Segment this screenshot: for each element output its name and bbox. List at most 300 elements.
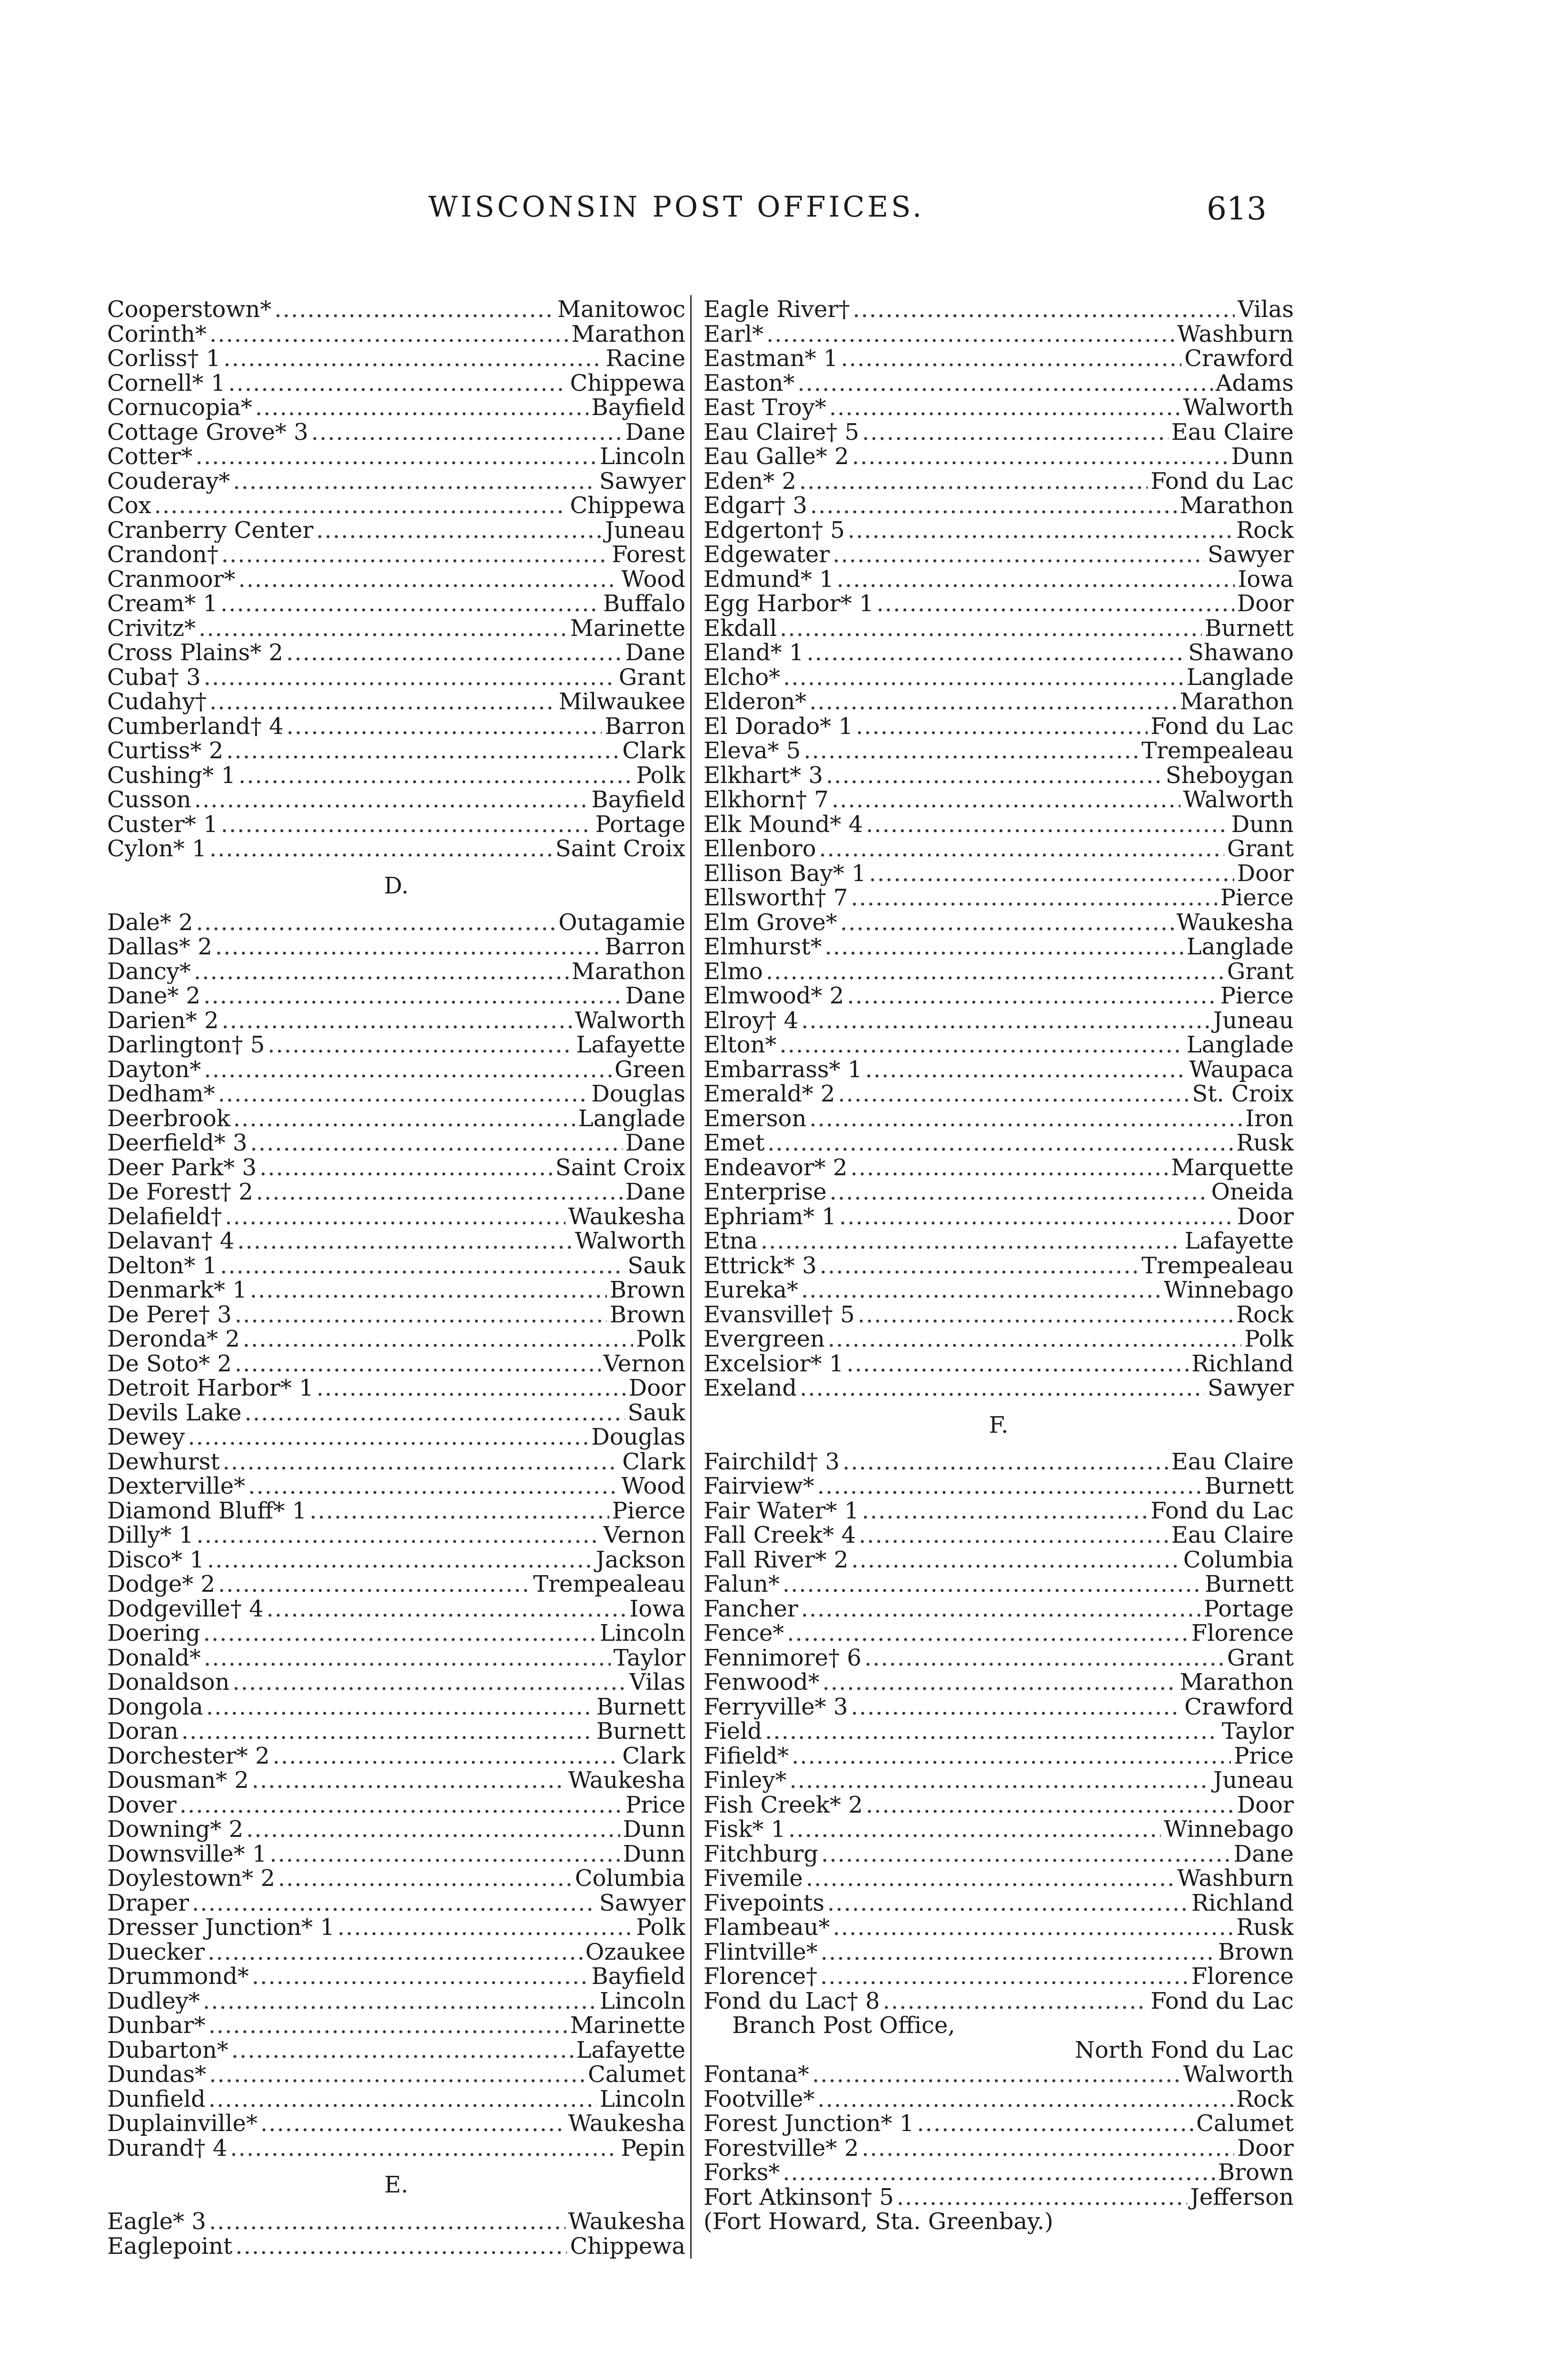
post-office-name: Cranberry Center [107, 518, 314, 543]
county-name: Saint Croix [555, 1155, 685, 1180]
dot-leader [250, 1131, 623, 1156]
post-office-entry [107, 1352, 685, 1377]
section-heading-f: F. [989, 1411, 1009, 1438]
dot-leader [840, 911, 1174, 935]
dot-leader [192, 1891, 596, 1916]
dot-leader [856, 714, 1148, 739]
dot-leader [209, 2210, 565, 2234]
county-name: Green [614, 1057, 685, 1082]
county-name: Fond du Lac [1150, 714, 1294, 739]
dot-leader [278, 1866, 572, 1891]
post-office-entry [107, 420, 685, 445]
county-name: Lincoln [599, 445, 685, 469]
post-office-name: Emerson [704, 1106, 807, 1131]
post-office-entry [107, 347, 685, 371]
county-name: Brown [609, 1302, 685, 1327]
post-office-name: Delafield† [107, 1204, 222, 1229]
post-office-name: Etna [704, 1229, 758, 1254]
post-office-entry [704, 1131, 1294, 1156]
dot-leader [208, 2013, 567, 2038]
post-office-name: Finley* [704, 1768, 787, 1793]
e-entries-list [704, 298, 1294, 1401]
county-name: Marinette [570, 616, 685, 641]
post-office-entry [704, 960, 1294, 984]
dot-leader [206, 1695, 594, 1720]
dot-leader [231, 2038, 574, 2063]
county-name: Brown [1218, 1940, 1294, 1964]
dot-leader [820, 1254, 1139, 1279]
county-name: Marathon [571, 322, 685, 347]
post-office-name: Deronda* 2 [107, 1327, 240, 1352]
post-office-entry [107, 1842, 685, 1867]
post-office-name: Evergreen [704, 1327, 825, 1352]
dot-leader [877, 592, 1234, 616]
post-office-name: Dorchester* 2 [107, 1744, 270, 1768]
e-entries-list [107, 2210, 685, 2259]
county-name: Door [628, 1376, 685, 1401]
dot-leader [837, 567, 1235, 592]
county-name: Rock [1236, 1302, 1294, 1327]
county-name: Burnett [596, 1695, 685, 1719]
post-office-name: Forks* [704, 2161, 780, 2185]
county-name: Door [1237, 1204, 1294, 1229]
dot-leader [209, 690, 556, 714]
dot-leader [222, 1009, 572, 1033]
dot-leader [809, 1107, 1242, 1131]
post-office-entry [107, 1156, 685, 1180]
dot-leader [252, 1768, 565, 1793]
post-office-entry [107, 469, 685, 494]
post-office-entry [704, 1229, 1294, 1254]
county-name: Calumet [1196, 2112, 1294, 2136]
post-office-name: Fontana* [704, 2063, 809, 2087]
post-office-entry [704, 1670, 1294, 1695]
post-office-entry [704, 420, 1294, 445]
dot-leader [267, 1597, 627, 1622]
post-office-name: Ephriam* 1 [704, 1204, 836, 1229]
post-office-name: Elton* [704, 1033, 777, 1058]
county-name: Richland [1191, 1351, 1294, 1376]
post-office-name: De Soto* 2 [107, 1351, 232, 1376]
post-office-entry [107, 1793, 685, 1818]
county-name: Oneida [1211, 1180, 1294, 1205]
post-office-entry [704, 862, 1294, 886]
county-name: Langlade [1186, 1033, 1294, 1058]
county-name: Columbia [1183, 1547, 1294, 1572]
post-office-name: Dale* 2 [107, 910, 193, 935]
c-entries-list [107, 298, 685, 862]
post-office-entry [704, 665, 1294, 690]
post-office-name: Dexterville* [107, 1474, 246, 1499]
post-office-name: Crandon† [107, 543, 218, 567]
post-office-name: Dudley* [107, 1989, 200, 2013]
post-office-entry [704, 1082, 1294, 1107]
county-name: Clark [622, 1449, 685, 1474]
dot-leader [218, 1572, 530, 1597]
post-office-name: Fond du Lac† 8 [704, 1989, 880, 2013]
post-office-entry [107, 1229, 685, 1254]
county-name: Milwaukee [558, 690, 685, 714]
post-office-entry [704, 1719, 1294, 1744]
dot-leader [851, 1548, 1180, 1573]
dot-leader [208, 1940, 583, 1965]
post-office-name: Elmhurst* [704, 935, 822, 960]
post-office-name: Footville* [704, 2087, 815, 2112]
d-entries-list [107, 911, 685, 2161]
post-office-entry [107, 1254, 685, 1279]
county-name: Portage [1203, 1597, 1294, 1621]
post-office-name: Doran [107, 1719, 178, 1744]
post-office-entry [107, 1376, 685, 1401]
post-office-name: Dousman* 2 [107, 1768, 249, 1793]
dot-leader [179, 1793, 623, 1818]
post-office-entry [704, 2185, 1294, 2210]
post-office-entry [107, 518, 685, 543]
dot-leader [858, 1303, 1233, 1328]
dot-leader [780, 616, 1202, 641]
post-office-entry [704, 1768, 1294, 1793]
post-office-name: De Pere† 3 [107, 1302, 232, 1327]
post-office-name: Eagle* 3 [107, 2210, 206, 2234]
post-office-name: Cotter* [107, 445, 193, 469]
dot-leader [761, 1229, 1182, 1254]
county-name: Polk [1244, 1327, 1294, 1352]
dot-leader [181, 1719, 594, 1744]
county-name: Brown [609, 1278, 685, 1303]
post-office-name: Eland* 1 [704, 641, 804, 665]
post-office-name: Elk Mound* 4 [704, 812, 863, 837]
dot-leader [838, 1082, 1189, 1107]
dot-leader [832, 543, 1205, 567]
county-name: Sawyer [1207, 1376, 1294, 1401]
county-name: Eau Claire [1171, 1523, 1294, 1548]
post-office-entry [107, 2112, 685, 2136]
county-name: Waukesha [568, 2210, 685, 2234]
post-office-name: Doering [107, 1621, 200, 1646]
dot-leader [196, 445, 597, 469]
post-office-entry [704, 2112, 1294, 2136]
post-office-entry [704, 788, 1294, 813]
county-name: Eau Claire [1171, 1449, 1294, 1474]
post-office-name: Cottage Grove* 3 [107, 420, 308, 445]
dot-leader [865, 1058, 1186, 1082]
county-name: Door [1237, 1793, 1294, 1817]
county-name: Walworth [575, 1229, 685, 1254]
post-office-entry [107, 1499, 685, 1524]
post-office-entry [107, 1768, 685, 1793]
dot-leader [852, 445, 1229, 469]
county-name: Walworth [1183, 396, 1294, 420]
post-office-name: Cornell* 1 [107, 371, 226, 396]
post-office-name: Cuba† 3 [107, 665, 201, 690]
dot-leader [274, 298, 554, 322]
post-office-entry [704, 690, 1294, 714]
column-divider [690, 295, 692, 2259]
county-name: Burnett [1204, 1572, 1294, 1597]
county-name: Clark [622, 1744, 685, 1768]
county-name: Washburn [1177, 1866, 1294, 1891]
post-office-entry [107, 567, 685, 592]
post-office-entry [704, 298, 1294, 322]
f-entries-list [704, 1450, 1294, 2014]
post-office-name: Eastman* 1 [704, 347, 838, 371]
post-office-name: Eleva* 5 [704, 739, 801, 764]
post-office-entry [704, 1254, 1294, 1279]
f-entries-list-continued [704, 2063, 1294, 2210]
post-office-entry [704, 1278, 1294, 1303]
post-office-name: Donaldson [107, 1670, 230, 1695]
county-name: Waukesha [1176, 910, 1294, 935]
post-office-entry [107, 1891, 685, 1916]
county-name: Walworth [1183, 788, 1294, 813]
dot-leader [268, 1033, 573, 1058]
post-office-entry [107, 665, 685, 690]
post-office-entry [107, 2210, 685, 2234]
post-office-name: Elmo [704, 959, 763, 984]
post-office-entry [704, 543, 1294, 567]
post-office-entry [704, 518, 1294, 543]
post-office-entry [704, 714, 1294, 739]
county-name: Wood [621, 567, 685, 592]
dot-leader [801, 1009, 1210, 1033]
county-name: Dane [625, 641, 685, 665]
county-name: Vernon [603, 1351, 685, 1376]
post-office-entry [107, 1180, 685, 1205]
county-name: Grant [1227, 837, 1294, 862]
dot-leader [842, 1450, 1169, 1475]
county-name: Sauk [627, 1253, 685, 1278]
dot-leader [852, 298, 1235, 322]
post-office-name: Field [704, 1719, 763, 1744]
county-name: Juneau [1213, 1768, 1294, 1793]
dot-leader [803, 739, 1139, 764]
post-office-entry [704, 1327, 1294, 1352]
county-name: Price [1234, 1744, 1294, 1768]
post-office-entry [704, 1450, 1294, 1475]
post-office-entry [107, 813, 685, 837]
post-office-name: Earl* [704, 322, 763, 347]
post-office-name: Fisk* 1 [704, 1817, 786, 1842]
post-office-name: Fitchburg [704, 1842, 819, 1866]
post-office-name: Eureka* [704, 1278, 799, 1303]
post-office-name: Deer Park* 3 [107, 1155, 257, 1180]
post-office-name: Egg Harbor* 1 [704, 592, 874, 616]
post-office-name: Edgewater [704, 543, 830, 567]
dot-leader [188, 1425, 589, 1450]
county-name: Price [625, 1793, 685, 1817]
county-name: Jefferson [1190, 2185, 1294, 2210]
county-name: Crawford [1184, 347, 1294, 371]
dot-leader [806, 1866, 1174, 1891]
dot-leader [228, 371, 567, 396]
post-office-name: Cusson [107, 788, 191, 813]
page-number: 613 [1207, 190, 1267, 227]
post-office-name: Fair Water* 1 [704, 1498, 859, 1523]
dot-leader [827, 1891, 1189, 1916]
dot-leader [154, 494, 567, 518]
county-name: Taylor [613, 1646, 685, 1670]
county-name: Bayfield [591, 396, 685, 420]
dot-leader [237, 1229, 572, 1254]
dot-leader [260, 2112, 565, 2136]
post-office-entry [704, 1744, 1294, 1769]
dot-leader [821, 1842, 1231, 1867]
county-name: Rusk [1236, 1915, 1294, 1940]
post-office-name: Dubarton* [107, 2038, 228, 2063]
post-office-entry [107, 1058, 685, 1082]
county-name: Dane [625, 984, 685, 1009]
post-office-entry [107, 1450, 685, 1475]
post-office-name: Dodgeville† 4 [107, 1597, 264, 1621]
post-office-name: Darien* 2 [107, 1008, 219, 1033]
post-office-name: Fall Creek* 4 [704, 1523, 856, 1548]
county-name: Waupaca [1189, 1057, 1294, 1082]
post-office-entry [107, 1009, 685, 1033]
county-name: Buffalo [603, 592, 685, 616]
county-name: Douglas [591, 1425, 685, 1450]
post-office-name: Cushing* 1 [107, 763, 236, 788]
county-name: Polk [636, 1915, 685, 1940]
post-office-name: Dunfield [107, 2087, 206, 2112]
dot-leader [220, 592, 600, 616]
post-office-entry [704, 1474, 1294, 1499]
post-office-entry [107, 494, 685, 518]
post-office-name: Fivepoints [704, 1891, 824, 1915]
post-office-entry [107, 837, 685, 862]
post-office-name: Dongola [107, 1695, 203, 1719]
left-column [107, 298, 685, 2259]
post-office-name: El Dorado* 1 [704, 714, 853, 739]
dot-leader [850, 1156, 1168, 1180]
post-office-entry [107, 298, 685, 322]
dot-leader [196, 1523, 600, 1548]
post-office-entry [704, 1817, 1294, 1842]
county-name: Burnett [1204, 1474, 1294, 1499]
county-name: Polk [636, 763, 685, 788]
county-name: Outagamie [558, 910, 685, 935]
post-office-entry [704, 1009, 1294, 1033]
dot-leader [883, 1989, 1148, 2014]
post-office-name: Couderay* [107, 469, 230, 494]
dot-leader [198, 616, 567, 641]
post-office-name: Ellsworth† 7 [704, 886, 848, 911]
dot-leader [806, 641, 1185, 665]
post-office-name: Eaglepoint [107, 2234, 233, 2259]
post-office-name: Delavan† 4 [107, 1229, 235, 1254]
dot-leader [235, 1352, 601, 1377]
post-office-entry [107, 984, 685, 1009]
county-name: Langlade [578, 1106, 685, 1131]
post-office-entry [704, 2136, 1294, 2161]
post-office-name: Cumberland† 4 [107, 714, 284, 739]
post-office-entry [107, 616, 685, 641]
county-name: Marathon [1179, 1670, 1294, 1695]
county-name: Barron [605, 714, 685, 739]
county-name: Ozaukee [585, 1940, 685, 1964]
post-office-name: Elmwood* 2 [704, 984, 844, 1009]
post-office-entry [704, 371, 1294, 396]
post-office-entry [107, 788, 685, 813]
county-name: Waukesha [568, 1204, 685, 1229]
post-office-name: Elkhart* 3 [704, 763, 823, 788]
dot-leader [203, 984, 622, 1009]
dot-leader [259, 1156, 553, 1180]
dot-leader [823, 1670, 1177, 1695]
dot-leader [209, 2063, 585, 2087]
county-name: Lafayette [576, 2038, 685, 2063]
post-office-entry [704, 1352, 1294, 1377]
dot-leader [221, 813, 593, 837]
post-office-name: Elm Grove* [704, 910, 837, 935]
post-office-entry [107, 1621, 685, 1646]
post-office-entry [107, 911, 685, 935]
dot-leader [317, 1376, 626, 1401]
dot-leader [208, 2087, 597, 2112]
post-office-name: Exeland [704, 1376, 797, 1401]
post-office-entry [704, 322, 1294, 347]
dot-leader [246, 1817, 620, 1842]
county-name: Langlade [1186, 665, 1294, 690]
county-name: Fond du Lac [1150, 1989, 1294, 2013]
post-office-name: Dane* 2 [107, 984, 201, 1009]
dot-leader [287, 714, 602, 739]
dot-leader [797, 371, 1212, 396]
post-office-entry [704, 2087, 1294, 2112]
post-office-name: Fifield* [704, 1744, 789, 1768]
post-office-entry [704, 1646, 1294, 1671]
post-office-name: Corliss† 1 [107, 347, 221, 371]
county-name: Dunn [1231, 445, 1294, 469]
post-office-name: Edgerton† 5 [704, 518, 845, 543]
dot-leader [866, 813, 1229, 837]
county-name: Douglas [591, 1082, 685, 1107]
dot-leader [765, 1719, 1219, 1744]
post-office-entry [107, 935, 685, 960]
county-name: Iron [1245, 1106, 1294, 1131]
branch-place: North Fond du Lac [1074, 2036, 1294, 2063]
county-name: Brown [1218, 2161, 1294, 2185]
dot-leader [243, 1327, 634, 1352]
post-office-entry [107, 739, 685, 764]
page-header [0, 190, 1546, 228]
post-office-name: Cox [107, 494, 151, 518]
county-name: Grant [618, 665, 685, 690]
county-name: Manitowoc [557, 298, 685, 322]
dot-leader [203, 1989, 597, 2014]
dot-leader [859, 1523, 1169, 1548]
post-office-name: Emet [704, 1131, 765, 1156]
county-name: Taylor [1221, 1719, 1294, 1744]
county-name: Calumet [588, 2063, 685, 2087]
post-office-name: Duplainville* [107, 2112, 258, 2136]
county-name: Polk [636, 1327, 685, 1352]
post-office-name: Embarrass* 1 [704, 1057, 862, 1082]
post-office-entry [107, 1866, 685, 1891]
dot-leader [204, 1646, 611, 1671]
dot-leader [783, 665, 1184, 690]
post-office-name: De Forest† 2 [107, 1180, 253, 1205]
county-name: Pierce [1220, 886, 1294, 911]
post-office-name: Denmark* 1 [107, 1278, 247, 1303]
dot-leader [812, 2063, 1180, 2087]
post-office-name: Florence† [704, 1964, 818, 1989]
post-office-name: Downing* 2 [107, 1817, 244, 1842]
county-name: Marathon [1179, 690, 1294, 714]
dot-leader [783, 2161, 1215, 2185]
dot-leader [829, 396, 1180, 420]
post-office-entry [704, 347, 1294, 371]
dot-leader [832, 1915, 1233, 1940]
